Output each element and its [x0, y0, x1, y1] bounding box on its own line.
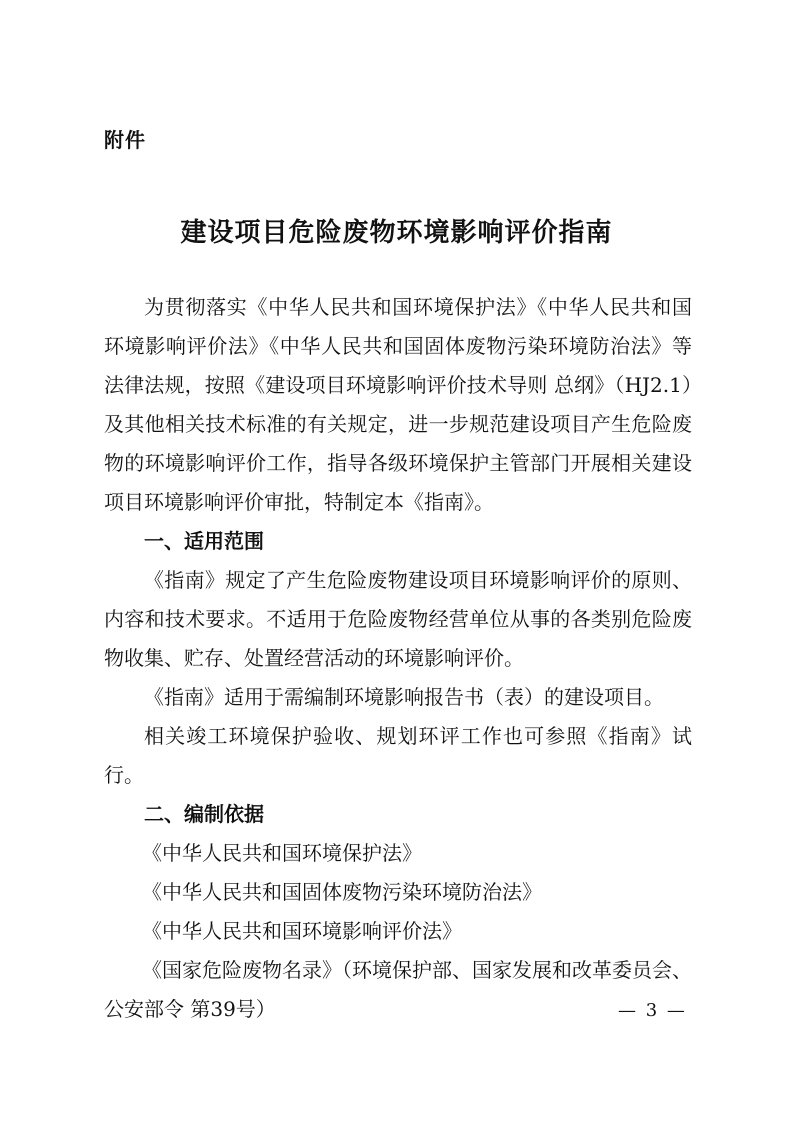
document-title: 建设项目危险废物环境影响评价指南 [180, 218, 613, 248]
legal-basis-item: 《中华人民共和国环境保护法》 [142, 841, 422, 865]
legal-basis-item: 《中华人民共和国固体废物污染环境防治法》 [142, 880, 542, 904]
intro-paragraph: 为贯彻落实《中华人民共和国环境保护法》《中华人民共和国环境影响评价法》《中华人民共和国固体废物污染环境防治法》等法律法规，按照《建设项目环境影响评价技术导则 总纲》（HJ2.1）及其他相关技术标准的有关规定，进一步规范建设项目产生危险废物的环境影响评价工作，指导各级环境保护主管部门开展相关建设项目环境影响评价审批，特制定本《指南》。 [104, 295, 692, 514]
document-body [104, 288, 692, 1029]
scope-paragraph: 相关竣工环境保护验收、规划环评工作也可参照《指南》试行。 [104, 724, 692, 787]
section-heading-basis: 二、编制依据 [144, 802, 264, 826]
attachment-label: 附件 [104, 128, 146, 152]
section-heading-scope: 一、适用范围 [144, 529, 264, 553]
scope-paragraph: 《指南》规定了产生危险废物建设项目环境影响评价的原则、内容和技术要求。不适用于危险废物经营单位从事的各类别危险废物收集、贮存、处置经营活动的环境影响评价。 [104, 568, 692, 670]
scope-paragraph: 《指南》适用于需编制环境影响报告书（表）的建设项目。 [144, 685, 664, 709]
legal-basis-item: 《国家危险废物名录》（环境保护部、国家发展和改革委员会、公安部令 第39号） [104, 958, 692, 1021]
page-number: — 3 — [618, 1000, 687, 1021]
legal-basis-item: 《中华人民共和国环境影响评价法》 [142, 919, 462, 943]
